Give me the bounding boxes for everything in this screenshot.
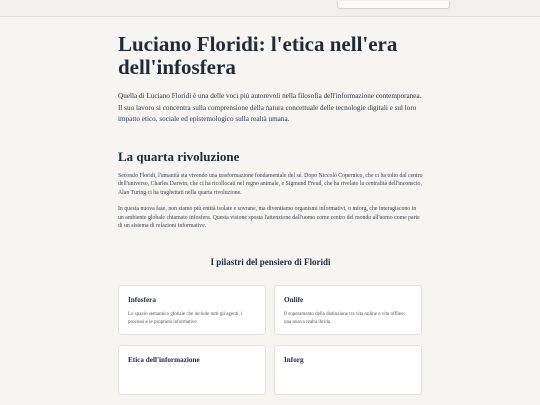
paragraph: In questa nuova fase, non siamo più entità isolate e sovrane, ma diventiamo organismi informativi, o inforg, che interagiscono in un ambiente globale chiamato infosfera. Questa visione sposta l'attenzione dall'uomo come centro del mondo all'uomo come parte di un sistema di relazioni informative. <box>118 205 420 230</box>
pillar-card-etica <box>118 345 266 395</box>
card-text: Lo spazio semantico globale che include tutti gli agenti, i processi e le proprietà informative. <box>128 312 243 325</box>
pillar-card-infosfera <box>118 285 266 335</box>
top-bar <box>0 0 540 17</box>
lead-paragraph: Quella di Luciano Floridi è una delle voci più autorevoli nella filosofia dell'informazione contemporanea. Il suo lavoro si concentra sulla comprensione della natura concettuale delle tecnologie digitali e sul loro impatto etico, sociale ed epistemologico sulla realtà umana. <box>118 92 422 123</box>
pillars-heading: I pilastri del pensiero di Floridi <box>210 257 331 268</box>
page-title: Luciano Floridi: l'etica nell'era dell'infosfera <box>118 32 398 79</box>
article <box>118 33 423 395</box>
pillar-card-inforg <box>274 345 422 395</box>
card-title: Infosfera <box>128 296 156 305</box>
search-bar[interactable] <box>337 1 450 9</box>
card-title: Etica dell'informazione <box>128 356 200 365</box>
card-title: Onlife <box>284 296 304 305</box>
pillar-card-onlife <box>274 285 422 335</box>
card-text: Il superamento della distinzione tra vita online e vita offline: una nuova realtà ibrida. <box>284 312 406 325</box>
card-title: Inforg <box>284 356 304 365</box>
paragraph: Secondo Floridi, l'umanità sta vivendo una trasformazione fondamentale del sé. Dopo Niccolò Copernico, che ci ha tolto dal centro dell'universo, Charles Darwin, che ci ha ricollocati nel regno animale, e Sigmund Freud, che ha rivelato la centralità dell'inconscio, Alan Turing ci ha traghettati nella quarta rivoluzione. <box>118 172 423 197</box>
pillars-grid <box>118 285 423 395</box>
section-heading: La quarta rivoluzione <box>118 148 240 164</box>
